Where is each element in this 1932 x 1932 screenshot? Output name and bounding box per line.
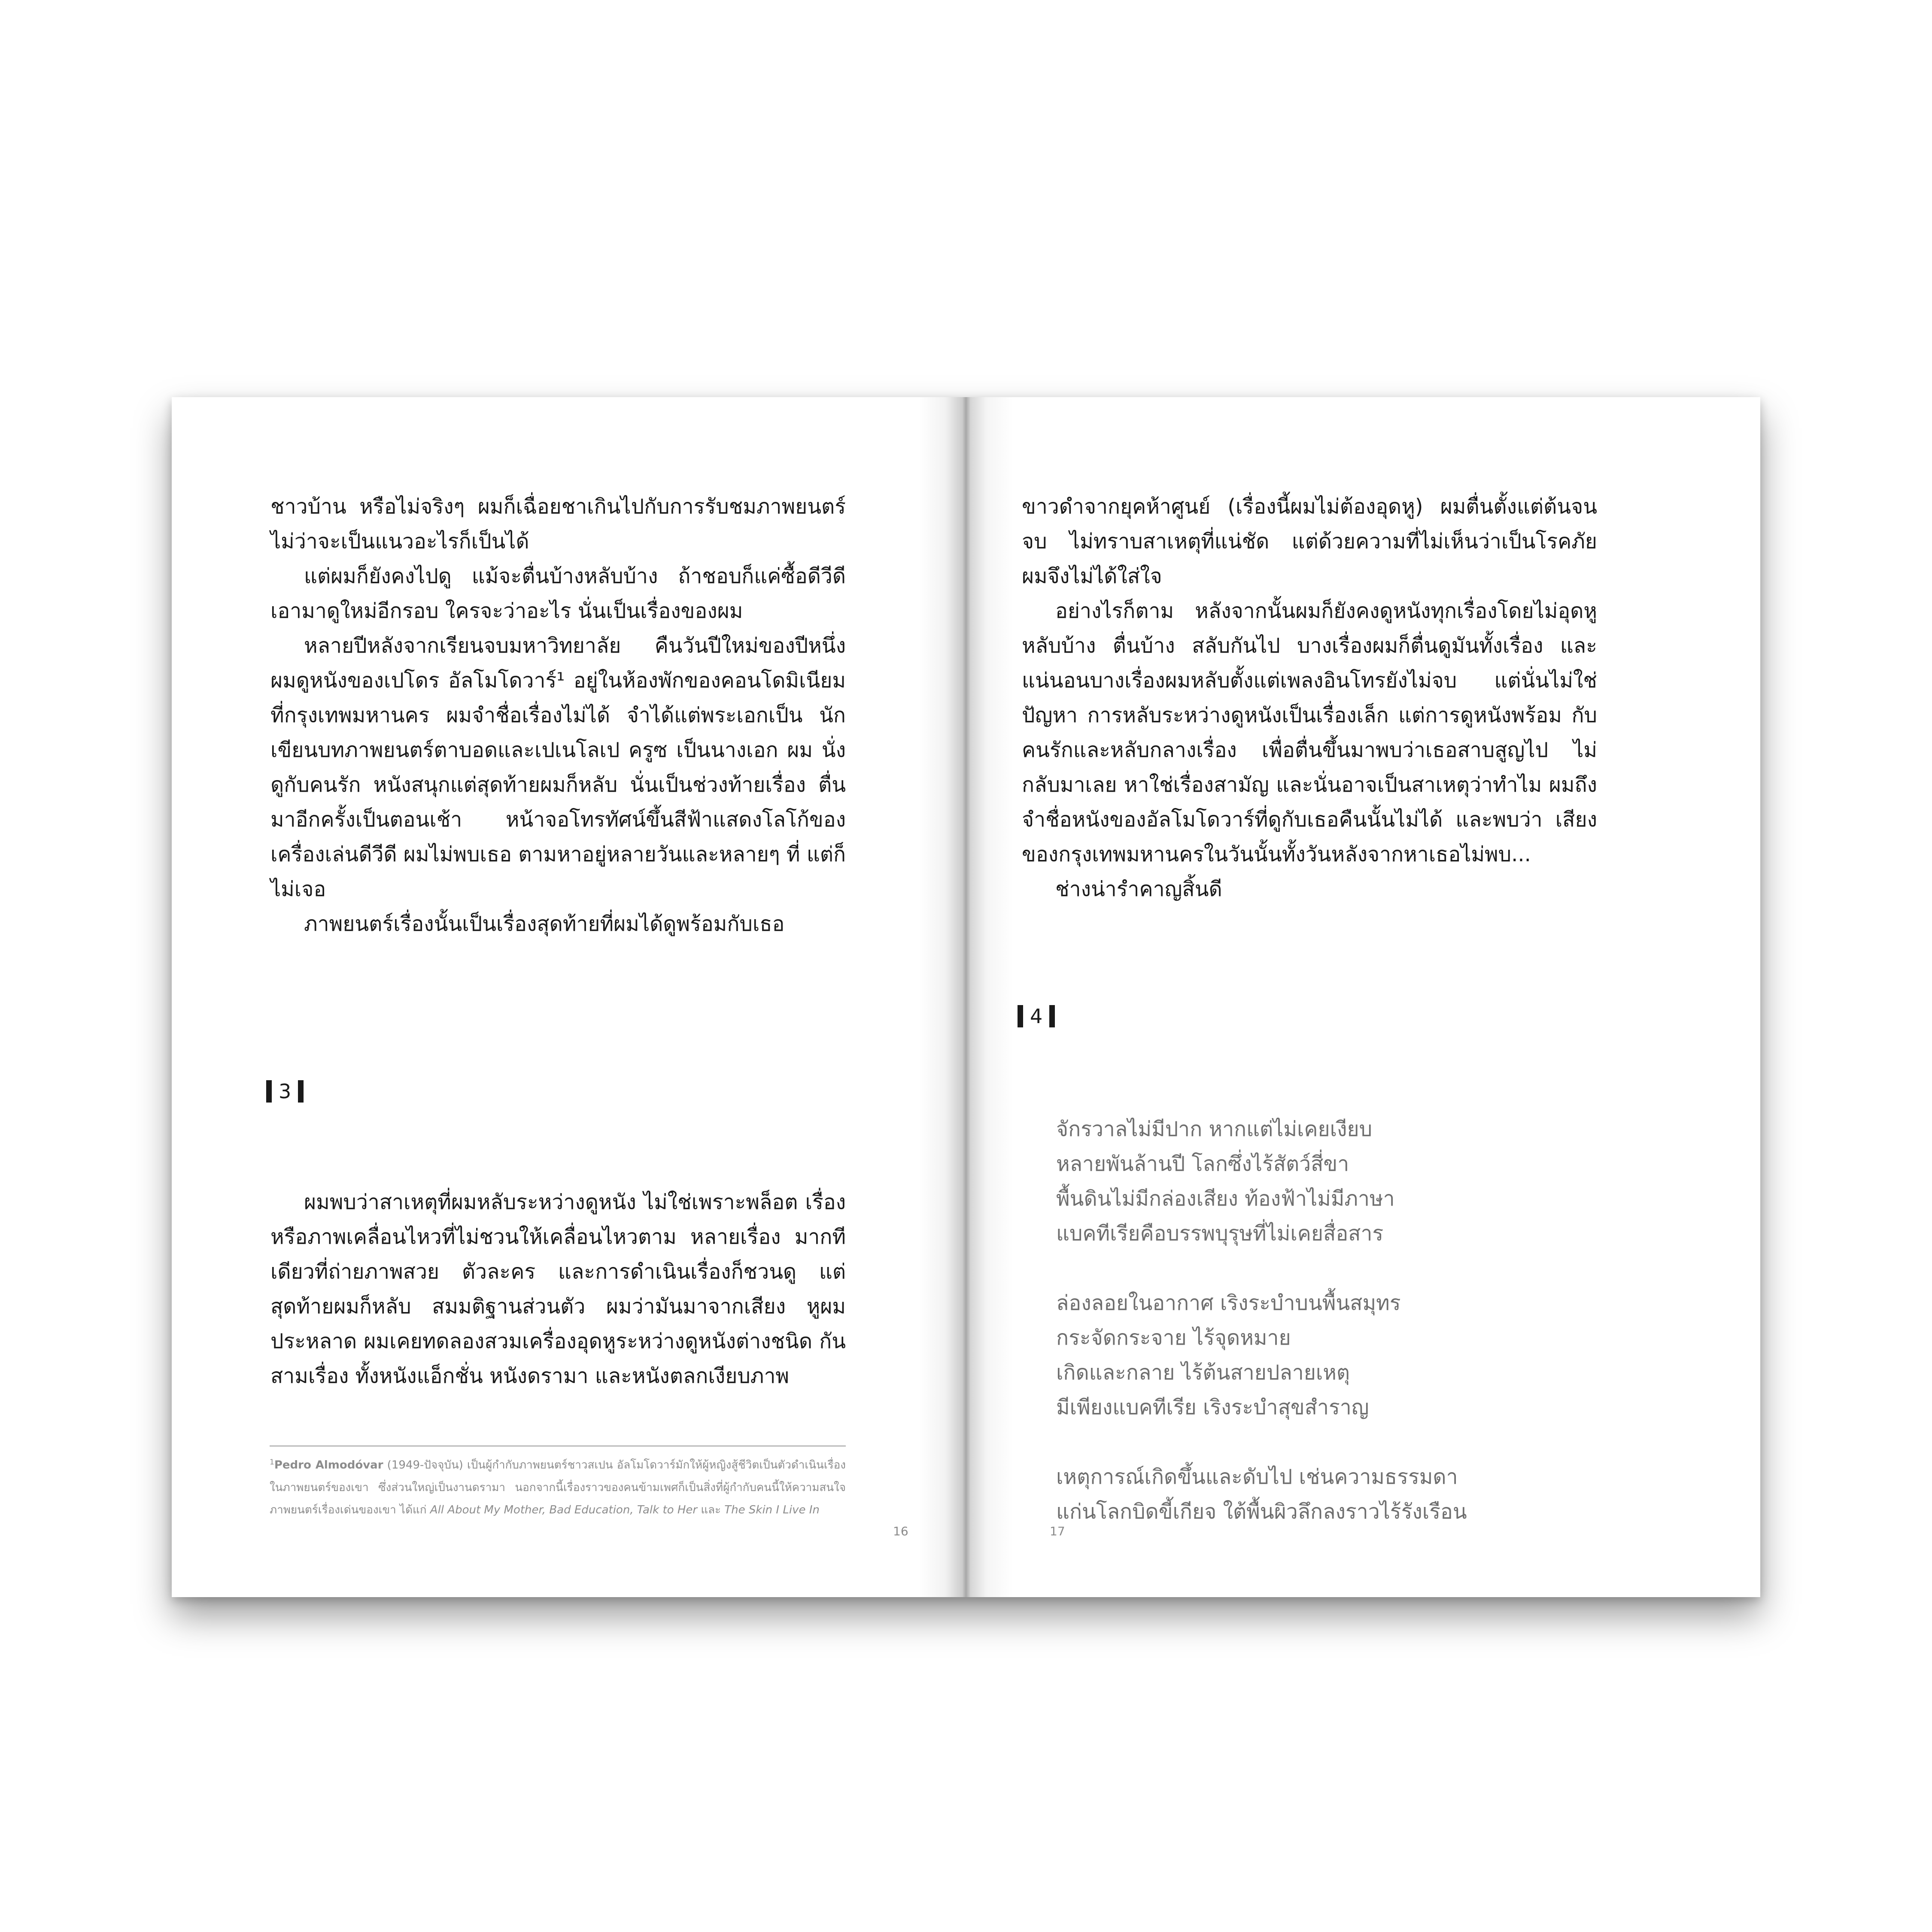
paragraph: อย่างไรก็ตาม หลังจากนั้นผมก็ยังคงดูหนังทุกเรื่องโดยไม่อุดหู หลับบ้าง ตื่นบ้าง สลับกันไป บางเรื่องผมก็ตื่นดูมันทั้งเรื่อง และ แน่นอนบางเรื่องผมหลับตั้งแต่เพลงอินโทรยังไม่จบ แต่นั่นไม่ใช่ ปัญหา การหลับระหว่างดูหนังเป็นเรื่องเล็ก แต่การดูหนังพร้อม กับคนรักและหลับกลางเรื่อง เพื่อตื่นขึ้นมาพบว่าเธอสาบสูญไป ไม่กลับมาเลย หาใช่เรื่องสามัญ และนั่นอาจเป็นสาเหตุว่าทำไม ผมถึงจำชื่อหนังของอัลโมโดวาร์ที่ดูกับเธอคืนนั้นไม่ได้ และพบว่า เสียงของกรุงเทพมหานครในวันนั้นทั้งวันหลังจากหาเธอไม่พบ... — [1022, 599, 1597, 866]
right-page-body — [1022, 489, 1597, 907]
footnote-film-titles: All About My Mother, Bad Education, Talk to Her — [430, 1503, 698, 1516]
section-marker-right-bar — [1049, 1005, 1055, 1027]
section-marker-left-bar — [266, 1080, 272, 1103]
section-marker — [266, 1080, 304, 1103]
poem-line: หลายพันล้านปี โลกซึ่งไร้สัตว์สี่ขา — [1056, 1152, 1349, 1176]
poem-line: กระจัดกระจาย ไร้จุดหมาย — [1056, 1326, 1291, 1350]
poem-stanza — [1056, 1112, 1467, 1251]
footnote — [270, 1451, 846, 1521]
poem-line: แบคทีเรียคือบรรพบุรุษที่ไม่เคยสื่อสาร — [1056, 1221, 1384, 1245]
poem-line: มีเพียงแบคทีเรีย เริงระบำสุขสำราญ — [1056, 1395, 1369, 1419]
paragraph: หลายปีหลังจากเรียนจบมหาวิทยาลัย คืนวันปีใหม่ของปีหนึ่ง ผมดูหนังของเปโดร อัลโมโดวาร์¹ อยู่ในห้องพักของคอนโดมิเนียม ที่กรุงเทพมหานคร ผมจำชื่อเรื่องไม่ได้ จำได้แต่พระเอกเป็น นักเขียนบทภาพยนตร์ตาบอดและเปเนโลเป ครูซ เป็นนางเอก ผม นั่งดูกับคนรัก หนังสนุกแต่สุดท้ายผมก็หลับ นั่นเป็นช่วงท้ายเรื่อง ตื่นมาอีกครั้งเป็นตอนเช้า หน้าจอโทรทัศน์ขึ้นสีฟ้าแสดงโลโก้ของ เครื่องเล่นดีวีดี ผมไม่พบเธอ ตามหาอยู่หลายวันและหลายๆ ที่ แต่ก็ไม่เจอ — [270, 634, 846, 901]
footnote-marker: 1 — [270, 1458, 274, 1467]
open-book-spread — [172, 397, 1760, 1597]
paragraph: ผมพบว่าสาเหตุที่ผมหลับระหว่างดูหนัง ไม่ใช่เพราะพล็อต เรื่อง หรือภาพเคลื่อนไหวที่ไม่ชวนให้เคลื่อนไหวตาม หลายเรื่อง มากทีเดียวที่ถ่ายภาพสวย ตัวละคร และการดำเนินเรื่องก็ชวนดู แต่สุดท้ายผมก็หลับ สมมติฐานส่วนตัว ผมว่ามันมาจากเสียง หูผม ประหลาด ผมเคยทดลองสวมเครื่องอุดหูระหว่างดูหนังต่างชนิด กันสามเรื่อง ทั้งหนังแอ็กชั่น หนังดรามา และหนังตลกเงียบภาพ — [270, 1190, 846, 1388]
paragraph: ขาวดำจากยุคห้าศูนย์ (เรื่องนี้ผมไม่ต้องอุดหู) ผมตื่นตั้งแต่ต้นจน จบ ไม่ทราบสาเหตุที่แน่ชัด แต่ด้วยความที่ไม่เห็นว่าเป็นโรคภัย ผมจึงไม่ได้ใส่ใจ — [1022, 495, 1597, 588]
poem-stanza — [1056, 1460, 1467, 1529]
poem — [1056, 1112, 1467, 1529]
left-page — [172, 397, 966, 1597]
section-number: 3 — [279, 1080, 292, 1103]
poem-line: แก่นโลกบิดขี้เกียจ ใต้พื้นผิวลึกลงราวไร้รังเรือน — [1056, 1500, 1467, 1524]
section-marker — [1018, 1005, 1055, 1028]
poem-line: เหตุการณ์เกิดขึ้นและดับไป เช่นความธรรมดา — [1056, 1465, 1458, 1489]
section-marker-left-bar — [1018, 1005, 1023, 1027]
footnote-text: (1949-ปัจจุบัน) เป็นผู้กำกับภาพยนตร์ชาวสเปน อัลโมโดวาร์มักให้ผู้หญิงสู้ชีวิตเป็นตัวดำเนินเรื่องในภาพยนตร์ของเขา ซึ่งส่วนใหญ่เป็นงานดรามา นอกจากนี้เรื่องราวของคนข้ามเพศก็เป็นสิ่งที่ผู้กำกับคนนี้ให้ความสนใจ ภาพยนตร์เรื่องเด่นของเขา ได้แก่ — [270, 1458, 846, 1516]
section-number: 4 — [1030, 1005, 1043, 1028]
section-3-body — [270, 1185, 846, 1394]
footnote-conjunction: และ — [697, 1503, 725, 1516]
page-number-right: 17 — [1050, 1524, 1065, 1538]
poem-line: เกิดและกลาย ไร้ต้นสายปลายเหตุ — [1056, 1361, 1350, 1385]
right-page — [966, 397, 1760, 1597]
paragraph: แต่ผมก็ยังคงไปดู แม้จะตื่นบ้างหลับบ้าง ถ้าชอบก็แค่ซื้อดีวีดี เอามาดูใหม่อีกรอบ ใครจะว่าอะไร นั่นเป็นเรื่องของผม — [270, 564, 846, 623]
paragraph: ชาวบ้าน หรือไม่จริงๆ ผมก็เฉื่อยชาเกินไปกับการรับชมภาพยนตร์ ไม่ว่าจะเป็นแนวอะไรก็เป็นได้ — [270, 495, 846, 553]
paragraph: ภาพยนตร์เรื่องนั้นเป็นเรื่องสุดท้ายที่ผมได้ดูพร้อมกับเธอ — [304, 912, 785, 936]
footnote-last-title: The Skin I Live In — [724, 1503, 820, 1516]
poem-line: พื้นดินไม่มีกล่องเสียง ท้องฟ้าไม่มีภาษา — [1056, 1187, 1395, 1211]
paragraph: ช่างน่ารำคาญสิ้นดี — [1055, 877, 1222, 901]
left-page-body — [270, 489, 846, 942]
footnote-name: Pedro Almodóvar — [274, 1458, 383, 1472]
poem-stanza — [1056, 1286, 1467, 1425]
poem-line: ล่องลอยในอากาศ เริงระบำบนพื้นสมุทร — [1056, 1291, 1401, 1315]
page-number-left: 16 — [893, 1524, 908, 1538]
section-marker-right-bar — [298, 1080, 304, 1103]
poem-line: จักรวาลไม่มีปาก หากแต่ไม่เคยเงียบ — [1056, 1117, 1373, 1141]
